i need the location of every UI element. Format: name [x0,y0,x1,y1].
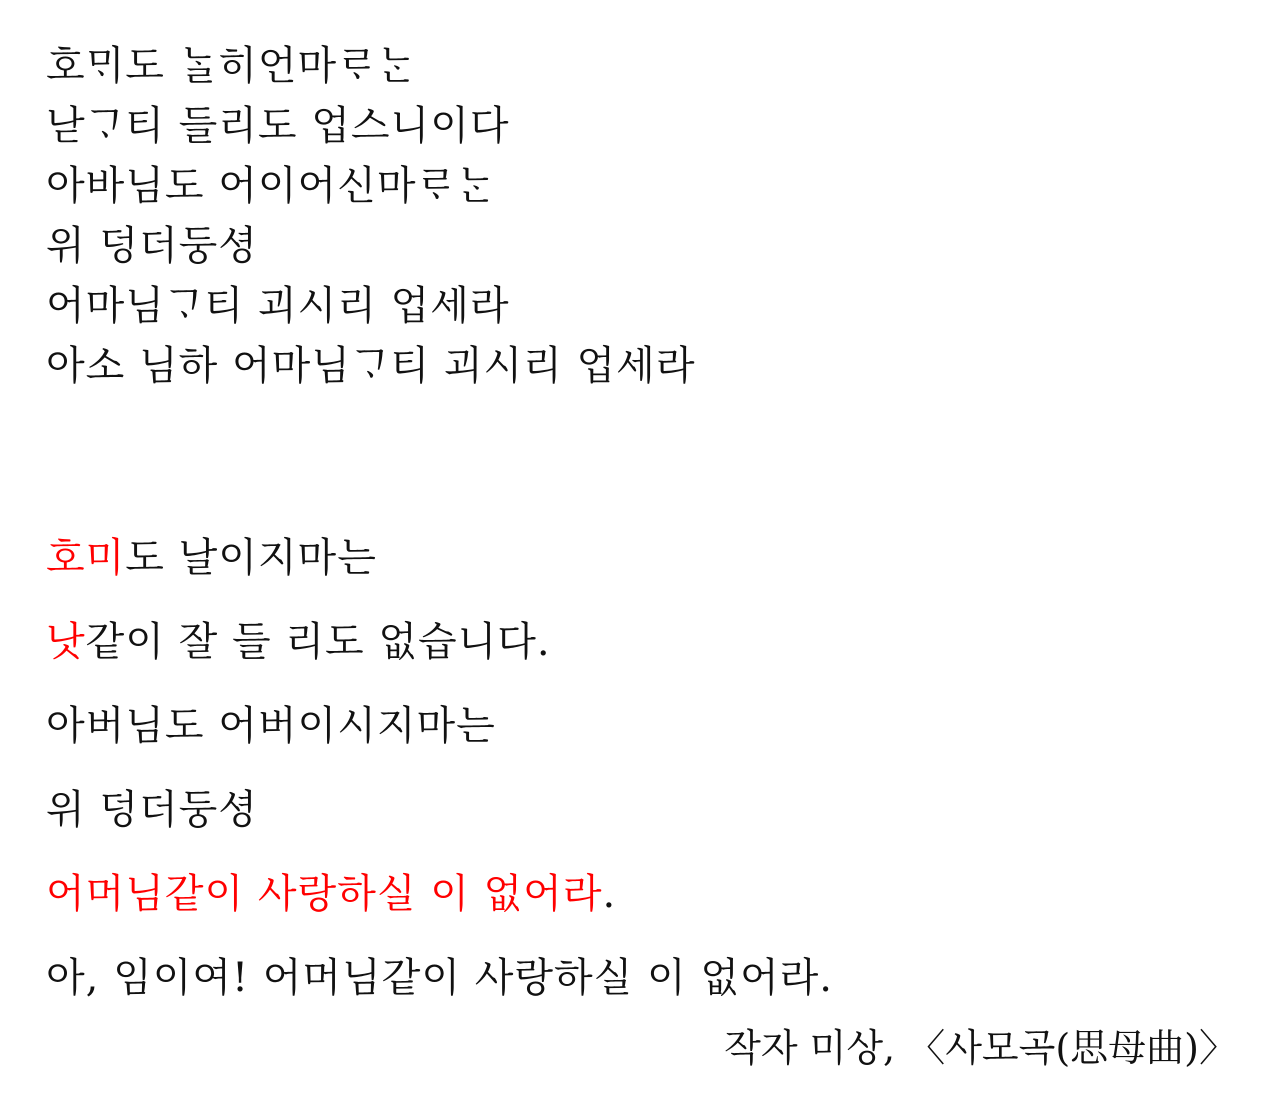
modern-line-5-text: . [602,871,617,917]
old-line-5: 어마님ᄀᆞ티 괴시리 업세라 [46,283,510,329]
highlight-mother-line: 어머님같이 사랑하실 이 없어라 [46,871,603,917]
old-korean-stanza [46,36,695,396]
modern-line-1 [46,516,833,600]
old-line-3: 아바님도 어이어신마ᄅᆞᄂᆞᆫ [46,163,496,209]
modern-line-1-text: 도 날이지마는 [125,535,377,581]
old-line-6: 아소 님하 어마님ᄀᆞ티 괴시리 업세라 [46,343,696,389]
old-line-4: 위 덩더둥셩 [46,223,258,269]
modern-translation-stanza [46,516,833,1020]
modern-line-2 [46,600,833,684]
modern-line-6: 아, 임이여! 어머님같이 사랑하실 이 없어라. [46,955,833,1001]
source-credit: 작자 미상, 〈사모곡(思母曲)〉 [724,1026,1237,1070]
highlight-nat: 낫 [46,619,86,665]
modern-line-3: 아버님도 어버이시지마는 [46,703,496,749]
old-line-2: 낟ᄀᆞ티 들리도 업스니이다 [46,103,510,149]
modern-line-2-text: 같이 잘 들 리도 없습니다. [85,619,551,665]
modern-line-5 [46,852,833,936]
old-line-1: 호ᄆᆡ도 ᄂᆞᆯ히언마ᄅᆞᄂᆞᆫ [46,43,417,89]
highlight-homi: 호미 [46,535,126,581]
modern-line-4: 위 덩더둥셩 [46,787,258,833]
